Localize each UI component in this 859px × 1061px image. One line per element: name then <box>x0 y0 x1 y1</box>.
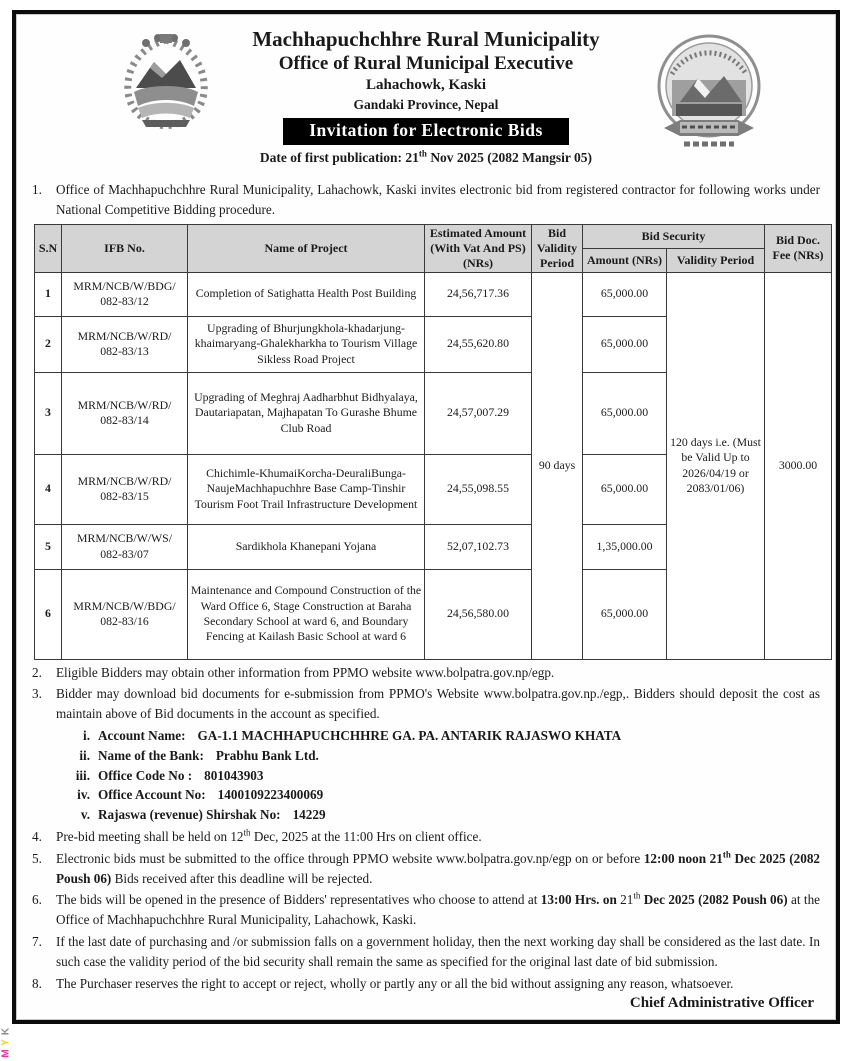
clause-number: 3. <box>32 686 42 702</box>
detail-label: Name of the Bank: <box>98 747 204 763</box>
cell-security-amount: 65,000.00 <box>583 272 667 316</box>
cell-sn: 5 <box>35 524 62 569</box>
col-header-bid-validity: Bid Validity Period <box>532 224 583 272</box>
clause-4 <box>32 827 820 847</box>
cmyk-print-mark <box>0 1026 12 1059</box>
col-header-ifb: IFB No. <box>62 224 188 272</box>
cell-estimated: 24,56,580.00 <box>425 569 532 659</box>
clause-5 <box>32 849 820 889</box>
cell-sn: 3 <box>35 372 62 454</box>
detail-label: Office Code No : <box>98 767 193 783</box>
account-detail-row: v. Rajaswa (revenue) Shirshak No: 14229 <box>60 805 820 825</box>
clause-number: 7. <box>32 933 42 949</box>
cell-estimated: 52,07,102.73 <box>425 524 532 569</box>
col-header-security-amount: Amount (NRs) <box>583 248 667 272</box>
province-line: Gandaki Province, Nepal <box>353 96 499 112</box>
detail-label: Rajaswa (revenue) Shirshak No: <box>98 807 281 823</box>
clause-text: Bidder may download bid documents for e-submission from PPMO's Website www.bolpatra.gov.np./egp,. Bidders should deposit the cost as maintain above of Bid documents in the account as specified. <box>56 686 820 722</box>
detail-value: 14229 <box>292 807 326 823</box>
bids-table <box>34 224 832 660</box>
cell-project: Maintenance and Compound Construction of the Ward Office 6, Stage Construction at Baraha Secondary School at ward 6, and Boundary Fencing at Kailash Basic School at ward 6 <box>188 569 425 659</box>
signatory-title: Chief Administrative Officer <box>629 995 814 1012</box>
clause-text: The Purchaser reserves the right to accept or reject, wholly or partly any or all the bid without assigning any reason, whatsoever. <box>56 975 734 991</box>
address-line: Lahachowk, Kaski <box>365 77 487 93</box>
cell-project: Sardikhola Khanepani Yojana <box>188 524 425 569</box>
account-detail-row: ii. Name of the Bank: Prabhu Bank Ltd. <box>60 746 820 766</box>
clause-6 <box>32 890 820 930</box>
page-content <box>16 14 836 1020</box>
clause-number: 5. <box>32 850 42 866</box>
detail-label: Account Name: <box>98 727 186 743</box>
cell-sn: 1 <box>35 272 62 316</box>
organization-name: Machhapuchchhre Rural Municipality <box>252 27 600 51</box>
col-header-estimated: Estimated Amount (With Vat And PS) (NRs) <box>425 224 532 272</box>
clause-1 <box>32 180 820 220</box>
letterhead <box>32 20 820 178</box>
account-detail-row: i. Account Name: GA-1.1 MACHHAPUCHCHHRE GA. PA. ANTARIK RAJASWO KHATA <box>60 726 820 746</box>
clause-number: 6. <box>32 892 42 908</box>
clause-8 <box>32 974 820 994</box>
document-page <box>12 10 840 1024</box>
cell-ifb: MRM/NCB/W/RD/ 082-83/15 <box>62 454 188 524</box>
detail-value: Prabhu Bank Ltd. <box>215 747 319 763</box>
cell-ifb: MRM/NCB/W/RD/ 082-83/13 <box>62 316 188 372</box>
publication-date: Date of first publication: 21th Nov 2025 (2082 Mangsir 05) <box>259 148 593 166</box>
account-detail-row: iv. Office Account No: 1400109223400069 <box>60 785 820 805</box>
cell-security-amount: 65,000.00 <box>583 372 667 454</box>
account-details <box>60 726 820 825</box>
cell-project: Upgrading of Bhurjungkhola-khadarjung-khaimaryang-Ghalekharkha to Tourism Village Sikless Road Project <box>188 316 425 372</box>
cell-security-amount: 1,35,000.00 <box>583 524 667 569</box>
clause-text: Electronic bids must be submitted to the office through PPMO website www.bolpatra.gov.np/egp on or before 12:00 noon 21th Dec 2025 (2082 Poush 06) Bids received after this deadline will be rejected. <box>56 849 821 886</box>
cell-security-validity-merged: 120 days i.e. (Must be Valid Up to 2026/04/19 or 2083/01/06) <box>667 272 765 659</box>
cell-ifb: MRM/NCB/W/RD/ 082-83/14 <box>62 372 188 454</box>
clause-3 <box>32 684 820 724</box>
clause-text: Office of Machhapuchchhre Rural Municipality, Lahachowk, Kaski invites electronic bid from registered contractor for following works under National Competitive Bidding procedure. <box>56 182 820 217</box>
detail-value: 1400109223400069 <box>217 787 324 803</box>
cell-estimated: 24,55,098.55 <box>425 454 532 524</box>
table-row <box>35 272 832 316</box>
cell-security-amount: 65,000.00 <box>583 316 667 372</box>
cell-estimated: 24,56,717.36 <box>425 272 532 316</box>
cell-estimated: 24,57,007.29 <box>425 372 532 454</box>
cell-doc-fee-merged: 3000.00 <box>765 272 832 659</box>
col-header-doc-fee: Bid Doc. Fee (NRs) <box>765 224 832 272</box>
print-mark-letter: M <box>0 1049 12 1058</box>
clause-text: Eligible Bidders may obtain other information from PPMO website www.bolpatra.gov.np/egp. <box>56 664 555 680</box>
detail-value: 801043903 <box>204 767 264 783</box>
clause-text: Pre-bid meeting shall be held on 12th Dec, 2025 at the 11:00 Hrs on client office. <box>56 827 482 844</box>
cell-ifb: MRM/NCB/W/BDG/ 082-83/12 <box>62 272 188 316</box>
clause-7 <box>32 932 820 972</box>
clause-2 <box>32 663 820 683</box>
cell-security-amount: 65,000.00 <box>583 569 667 659</box>
clause-text: If the last date of purchasing and /or submission falls on a government holiday, then the next working day shall be considered as the last date. In such case the validity period of the bid security shall remain the same as specified for the original last date of bid submission. <box>56 933 820 969</box>
cell-estimated: 24,55,620.80 <box>425 316 532 372</box>
col-header-sn: S.N <box>35 224 62 272</box>
clause-number: 8. <box>32 975 42 991</box>
cell-sn: 6 <box>35 569 62 659</box>
detail-label: Office Account No: <box>98 787 206 803</box>
nepal-government-emblem-icon <box>108 26 224 142</box>
municipality-seal-icon <box>650 32 768 160</box>
detail-value: GA-1.1 MACHHAPUCHCHHRE GA. PA. ANTARIK RAJASWO KHATA <box>197 727 622 743</box>
col-header-project: Name of Project <box>188 224 425 272</box>
col-header-bid-security: Bid Security <box>583 224 765 248</box>
account-detail-row: iii. Office Code No : 801043903 <box>60 766 820 786</box>
cell-sn: 4 <box>35 454 62 524</box>
cell-sn: 2 <box>35 316 62 372</box>
cell-project: Chichimle-KhumaiKorcha-DeuraliBunga-NaujeMachhapuchhre Base Camp-Tinshir Tourism Foot Trail Infrastructure Development <box>188 454 425 524</box>
col-header-security-validity: Validity Period <box>667 248 765 272</box>
cell-security-amount: 65,000.00 <box>583 454 667 524</box>
clause-number: 2. <box>32 664 42 680</box>
cell-ifb: MRM/NCB/W/BDG/ 082-83/16 <box>62 569 188 659</box>
cell-ifb: MRM/NCB/W/WS/ 082-83/07 <box>62 524 188 569</box>
print-mark-letter: K <box>0 1027 12 1036</box>
office-name: Office of Rural Municipal Executive <box>278 53 574 75</box>
notice-title-banner: Invitation for Electronic Bids <box>283 118 569 145</box>
cell-project: Completion of Satighatta Health Post Building <box>188 272 425 316</box>
clause-text: The bids will be opened in the presence of Bidders' representatives who choose to attend at 13:00 Hrs. on 21th Dec 2025 (2082 Poush 06) at the Office of Machhapuchchhre Rural Municipality, Lahachowk, Kaski. <box>56 890 821 928</box>
bids-table-header <box>35 224 832 272</box>
clause-number: 4. <box>32 828 42 844</box>
print-mark-letter: Y <box>0 1039 12 1046</box>
clause-number: 1. <box>32 182 42 197</box>
cell-project: Upgrading of Meghraj Aadharbhut Bidhyalaya, Dautariapatan, Majhapatan To Gurashe Bhume Club Road <box>188 372 425 454</box>
cell-bid-validity-merged: 90 days <box>532 272 583 659</box>
